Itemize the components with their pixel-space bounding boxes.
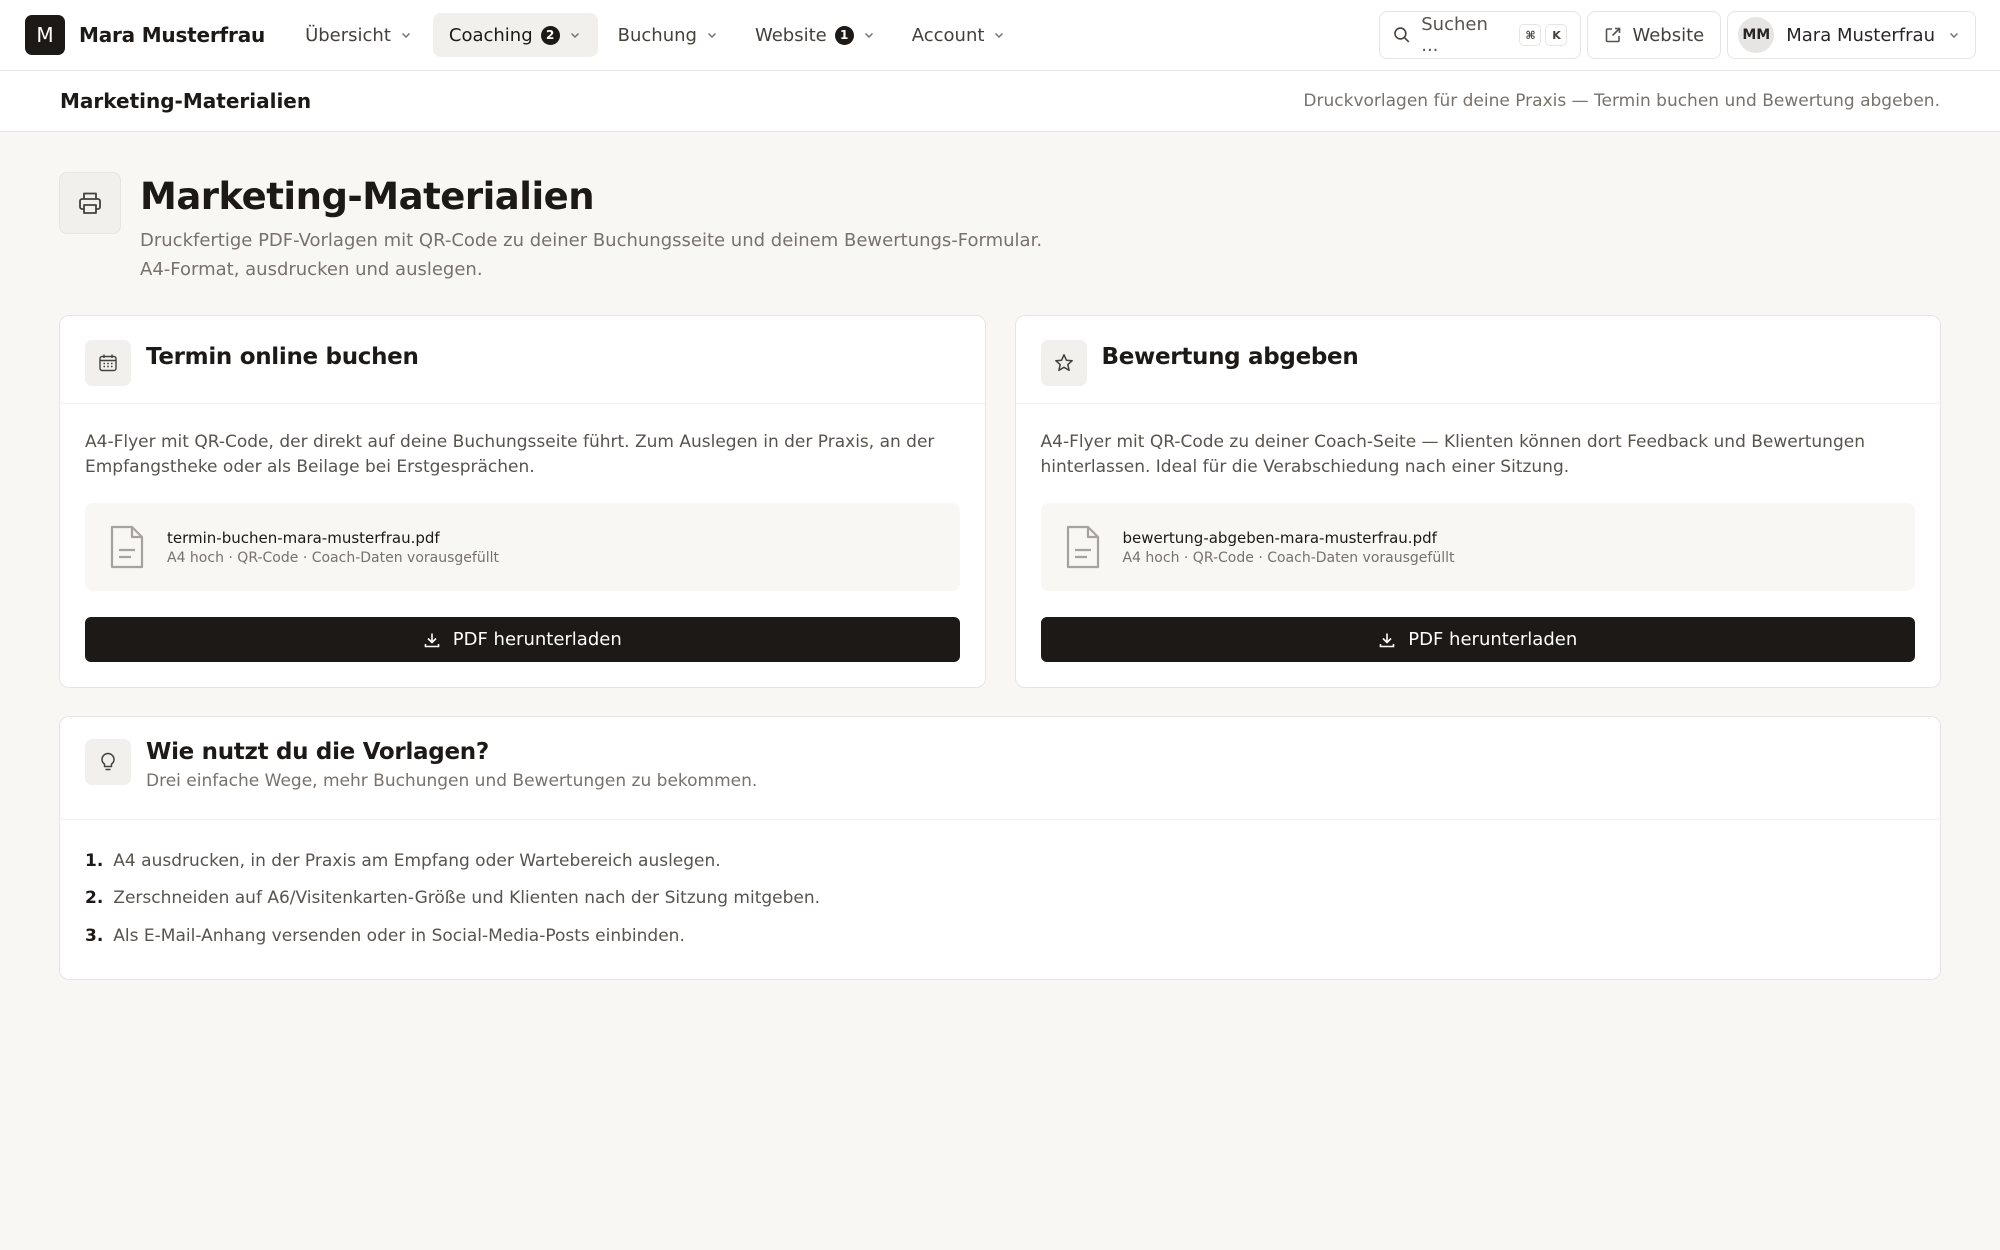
list-item — [85, 917, 1915, 955]
howto-card — [59, 716, 1941, 980]
download-icon — [423, 631, 441, 649]
printer-icon — [59, 172, 121, 234]
chevron-down-icon — [862, 28, 876, 42]
card-body — [60, 404, 985, 687]
open-website-button[interactable] — [1587, 11, 1721, 59]
howto-header — [60, 717, 1940, 820]
howto-title: Wie nutzt du die Vorlagen? — [146, 739, 489, 765]
user-name: Mara Musterfrau — [1786, 24, 1935, 46]
file-icon — [107, 523, 147, 571]
main-content — [0, 132, 2000, 980]
card-description: A4-Flyer mit QR-Code, der direkt auf deine Buchungsseite führt. Zum Auslegen in der Praxis, an der Empfangstheke oder als Beilage bei Erstgesprächen. — [85, 432, 935, 477]
main-menu — [289, 13, 1022, 57]
subheader-description: Druckvorlagen für deine Praxis — Termin buchen und Bewertung abgeben. — [1303, 91, 1940, 111]
step-number: 3. — [85, 925, 104, 946]
download-pdf-button[interactable] — [1041, 617, 1916, 662]
kbd-key: K — [1545, 24, 1567, 46]
notification-badge: 2 — [541, 26, 560, 45]
nav-item-label: Coaching — [448, 24, 533, 46]
card-title: Bewertung abgeben — [1101, 343, 1359, 370]
howto-subtitle: Drei einfache Wege, mehr Buchungen und Bewertungen zu bekommen. — [146, 771, 758, 791]
nav-item-coaching[interactable] — [433, 13, 598, 57]
subheader-title: Marketing-Materialien — [60, 89, 312, 113]
chevron-down-icon — [568, 28, 582, 42]
nav-item-label: Account — [911, 24, 985, 46]
nav-item-website[interactable] — [739, 13, 892, 57]
download-pdf-button[interactable] — [85, 617, 960, 662]
keyboard-shortcut — [1519, 24, 1567, 46]
card-header — [1016, 316, 1941, 404]
card-header — [60, 316, 985, 404]
file-name: bewertung-abgeben-mara-musterfrau.pdf — [1122, 528, 1437, 547]
chevron-down-icon — [1947, 28, 1961, 42]
kbd-modifier: ⌘ — [1519, 24, 1541, 46]
nav-item-label: Buchung — [617, 24, 697, 46]
step-text: Zerschneiden auf A6/Visitenkarten-Größe und Klienten nach der Sitzung mitgeben. — [113, 888, 821, 909]
website-label: Website — [1632, 24, 1705, 46]
nav-item-label: Übersicht — [305, 24, 391, 46]
page-subtitle-line: Druckfertige PDF-Vorlagen mit QR-Code zu deiner Buchungsseite und deinem Bewertungs-Formular. — [140, 230, 1043, 251]
card-body — [1016, 404, 1941, 687]
template-cards — [59, 315, 1941, 688]
card-description: A4-Flyer mit QR-Code zu deiner Coach-Seite — Klienten können dort Feedback und Bewertungen hinterlassen. Ideal für die Verabschiedung nach einer Sitzung. — [1040, 432, 1865, 477]
card-termin-buchen — [59, 315, 986, 688]
brand-name: Mara Musterfrau — [79, 23, 266, 47]
brand-logo: M — [25, 15, 65, 55]
page-subtitle-line: A4-Format, ausdrucken und auslegen. — [140, 259, 483, 280]
step-number: 2. — [85, 888, 104, 909]
steps-list — [60, 820, 1940, 979]
file-meta: A4 hoch · QR-Code · Coach-Daten vorausgefüllt — [1122, 549, 1455, 566]
file-name: termin-buchen-mara-musterfrau.pdf — [167, 528, 440, 547]
nav-item-account[interactable] — [896, 13, 1023, 57]
calendar-icon — [85, 340, 131, 386]
top-navigation — [0, 0, 2000, 71]
lightbulb-icon — [85, 739, 131, 785]
user-menu-button[interactable] — [1727, 11, 1976, 59]
nav-item-label: Website — [754, 24, 827, 46]
card-bewertung-abgeben — [1015, 315, 1942, 688]
avatar: MM — [1738, 17, 1774, 53]
search-icon — [1393, 26, 1411, 44]
nav-item-uebersicht[interactable] — [289, 13, 429, 57]
list-item — [85, 880, 1915, 918]
file-info — [85, 503, 960, 591]
download-icon — [1378, 631, 1396, 649]
file-icon — [1063, 523, 1103, 571]
notification-badge: 1 — [835, 26, 854, 45]
file-meta: A4 hoch · QR-Code · Coach-Daten vorausgefüllt — [167, 549, 499, 566]
nav-actions — [1379, 11, 1976, 59]
button-label: PDF herunterladen — [452, 629, 622, 650]
page-title: Marketing-Materialien — [140, 175, 595, 218]
list-item — [85, 842, 1915, 880]
search-placeholder: Suchen ... — [1421, 14, 1488, 56]
chevron-down-icon — [705, 28, 719, 42]
button-label: PDF herunterladen — [1408, 629, 1578, 650]
card-title: Termin online buchen — [146, 343, 419, 370]
star-icon — [1041, 340, 1087, 386]
brand[interactable] — [25, 15, 265, 55]
file-info — [1041, 503, 1916, 591]
step-text: Als E-Mail-Anhang versenden oder in Social-Media-Posts einbinden. — [113, 925, 685, 946]
step-number: 1. — [85, 850, 104, 871]
step-text: A4 ausdrucken, in der Praxis am Empfang oder Wartebereich auslegen. — [113, 850, 721, 871]
external-link-icon — [1604, 26, 1622, 44]
chevron-down-icon — [399, 28, 413, 42]
search-button[interactable] — [1379, 11, 1581, 59]
sub-header — [0, 71, 2000, 132]
nav-item-buchung[interactable] — [602, 13, 735, 57]
page-subtitle — [140, 226, 1042, 284]
chevron-down-icon — [992, 28, 1006, 42]
page-header — [59, 172, 1941, 284]
